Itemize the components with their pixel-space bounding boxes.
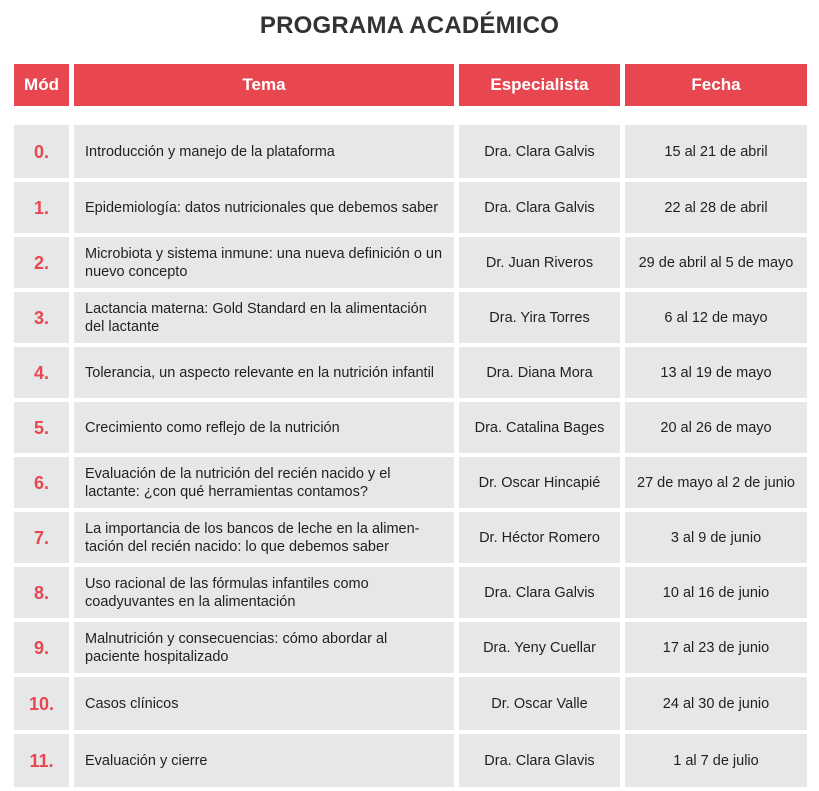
date-cell: 15 al 21 de abril xyxy=(625,125,807,178)
module-number: 3. xyxy=(14,292,69,343)
page-title: PROGRAMA ACADÉMICO xyxy=(259,12,560,39)
date-cell: 20 al 26 de mayo xyxy=(625,402,807,453)
date-cell: 6 al 12 de mayo xyxy=(625,292,807,343)
module-number: 9. xyxy=(14,622,69,673)
specialist-cell: Dra. Yira Torres xyxy=(459,292,620,343)
specialist-cell: Dr. Héctor Romero xyxy=(459,512,620,563)
topic-cell: Crecimiento como reflejo de la nutrición xyxy=(74,402,454,453)
specialist-cell: Dra. Clara Glavis xyxy=(459,734,620,787)
date-cell: 27 de mayo al 2 de junio xyxy=(625,457,807,508)
module-number: 4. xyxy=(14,347,69,398)
program-table xyxy=(14,64,807,791)
header-mod: Mód xyxy=(14,64,69,106)
specialist-cell: Dra. Diana Mora xyxy=(459,347,620,398)
module-number: 7. xyxy=(14,512,69,563)
topic-cell: Lactancia materna: Gold Standard en la alimentación del lactante xyxy=(74,292,454,343)
date-cell: 1 al 7 de julio xyxy=(625,734,807,787)
topic-cell: La importancia de los bancos de leche en la alimen-tación del recién nacido: lo que debemos saber xyxy=(74,512,454,563)
module-number: 8. xyxy=(14,567,69,618)
specialist-cell: Dra. Clara Galvis xyxy=(459,182,620,233)
topic-cell: Introducción y manejo de la plataforma xyxy=(74,125,454,178)
module-number: 10. xyxy=(14,677,69,730)
topic-cell: Uso racional de las fórmulas infantiles como coadyuvantes en la alimentación xyxy=(74,567,454,618)
date-cell: 24 al 30 de junio xyxy=(625,677,807,730)
module-number: 2. xyxy=(14,237,69,288)
header-fecha: Fecha xyxy=(625,64,807,106)
date-cell: 3 al 9 de junio xyxy=(625,512,807,563)
module-number: 6. xyxy=(14,457,69,508)
specialist-cell: Dra. Clara Galvis xyxy=(459,125,620,178)
topic-cell: Casos clínicos xyxy=(74,677,454,730)
date-cell: 10 al 16 de junio xyxy=(625,567,807,618)
header-spacer xyxy=(14,106,807,125)
topic-cell: Evaluación y cierre xyxy=(74,734,454,787)
specialist-cell: Dra. Yeny Cuellar xyxy=(459,622,620,673)
date-cell: 29 de abril al 5 de mayo xyxy=(625,237,807,288)
specialist-cell: Dr. Juan Riveros xyxy=(459,237,620,288)
topic-cell: Tolerancia, un aspecto relevante en la nutrición infantil xyxy=(74,347,454,398)
topic-cell: Malnutrición y consecuencias: cómo abordar al paciente hospitalizado xyxy=(74,622,454,673)
module-number: 11. xyxy=(14,734,69,787)
date-cell: 17 al 23 de junio xyxy=(625,622,807,673)
module-number: 1. xyxy=(14,182,69,233)
specialist-cell: Dra. Catalina Bages xyxy=(459,402,620,453)
topic-cell: Microbiota y sistema inmune: una nueva definición o un nuevo concepto xyxy=(74,237,454,288)
module-number: 5. xyxy=(14,402,69,453)
date-cell: 13 al 19 de mayo xyxy=(625,347,807,398)
module-number: 0. xyxy=(14,125,69,178)
header-tema: Tema xyxy=(74,64,454,106)
specialist-cell: Dra. Clara Galvis xyxy=(459,567,620,618)
specialist-cell: Dr. Oscar Hincapié xyxy=(459,457,620,508)
topic-cell: Evaluación de la nutrición del recién nacido y el lactante: ¿con qué herramientas contamos? xyxy=(74,457,454,508)
specialist-cell: Dr. Oscar Valle xyxy=(459,677,620,730)
topic-cell: Epidemiología: datos nutricionales que debemos saber xyxy=(74,182,454,233)
header-especialista: Especialista xyxy=(459,64,620,106)
date-cell: 22 al 28 de abril xyxy=(625,182,807,233)
